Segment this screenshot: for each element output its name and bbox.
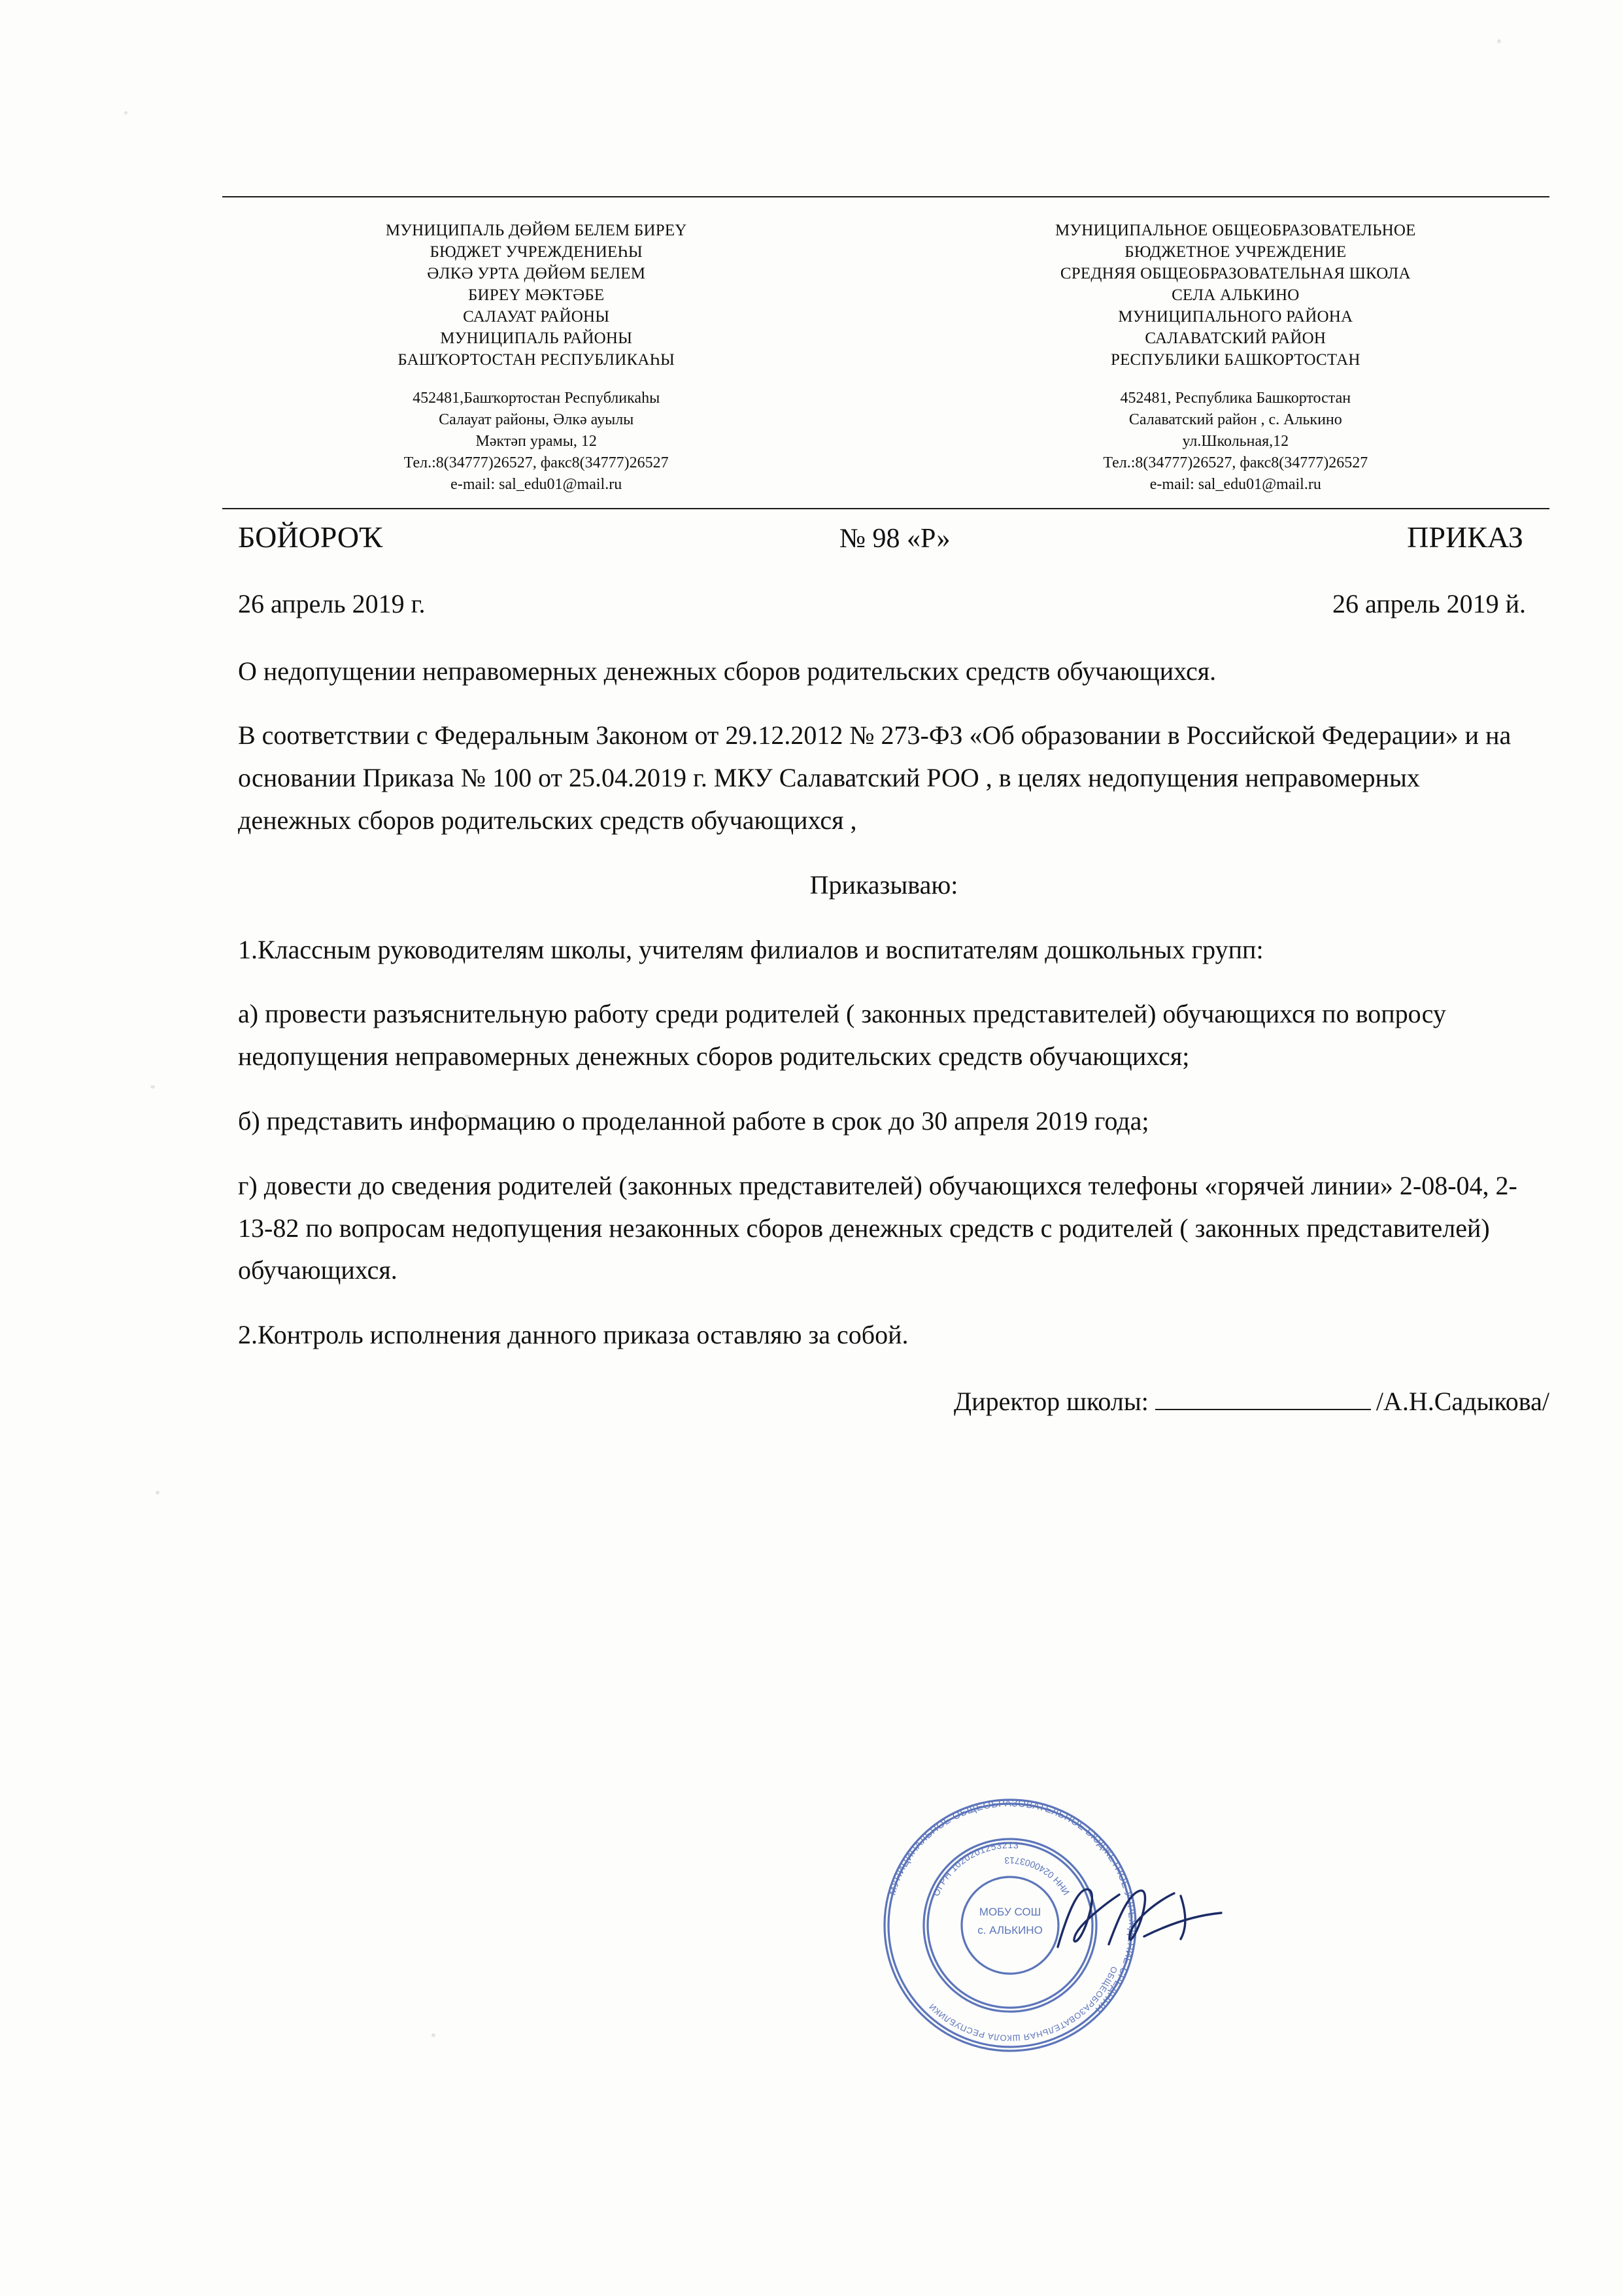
header-divider-top: [222, 196, 1549, 197]
org-line: МУНИЦИПАЛЬНОГО РАЙОНА: [1118, 308, 1353, 326]
title-russian: ПРИКАЗ: [1407, 520, 1523, 554]
signature-line: [1155, 1383, 1371, 1410]
org-line: МУНИЦИПАЛЬ РАЙОНЫ: [440, 329, 633, 347]
svg-text:МОБУ СОШ: МОБУ СОШ: [979, 1906, 1041, 1918]
header-divider-bottom: [222, 508, 1549, 509]
signature-label: Директор школы:: [953, 1386, 1149, 1416]
order-word: Приказываю:: [809, 869, 958, 900]
order-item-2: 2.Контроль исполнения данного приказа оставляю за собой.: [238, 1320, 909, 1350]
org-line: РЕСПУБЛИКИ БАШКОРТОСТАН: [1110, 351, 1360, 369]
order-item-b: б) представить информацию о проделанной работе в срок до 30 апреля 2019 года;: [238, 1106, 1149, 1136]
letterhead-right: [961, 220, 1510, 496]
letterhead-left-org: [262, 220, 811, 371]
address-line: 452481,Башҡортостан Республикаһы: [413, 390, 660, 407]
email-line: e-mail: sal_edu01@mail.ru: [1149, 476, 1321, 494]
address-line: ул.Школьная,12: [1182, 433, 1289, 450]
org-line: БИРЕҮ МӘКТӘБЕ: [467, 286, 605, 304]
org-line: СЕЛА АЛЬКИНО: [1172, 286, 1300, 304]
scan-speck: [150, 1085, 155, 1089]
letterhead-right-org: [961, 220, 1510, 371]
letterhead-right-address: [961, 388, 1510, 496]
letterhead-left-address: [262, 388, 811, 496]
signatory-name: /А.Н.Садыкова/: [1376, 1386, 1549, 1416]
official-stamp: [870, 1785, 1151, 2066]
address-line: Салаватский район , с. Алькино: [1128, 411, 1342, 429]
scan-speck: [431, 2033, 435, 2037]
scan-speck: [1497, 39, 1501, 43]
address-line: Салауат районы, Әлкә ауылы: [439, 411, 634, 429]
svg-text:ОГРН 1020201253213: ОГРН 1020201253213: [930, 1839, 1020, 1898]
org-line: БЮДЖЕТНОЕ УЧРЕЖДЕНИЕ: [1124, 243, 1347, 261]
org-line: САЛАВАТСКИЙ РАЙОН: [1145, 329, 1326, 347]
signature-row: [222, 1383, 1549, 1417]
org-line: СРЕДНЯЯ ОБЩЕОБРАЗОВАТЕЛЬНАЯ ШКОЛА: [1060, 265, 1411, 282]
org-line: САЛАУАТ РАЙОНЫ: [463, 308, 610, 326]
svg-text:МУНИЦИПАЛЬНОЕ ОБЩЕОБРАЗОВАТЕЛЬ: МУНИЦИПАЛЬНОЕ ОБЩЕОБРАЗОВАТЕЛЬНОЕ БЮДЖЕТНОЕ УЧРЕЖДЕНИЕ СРЕДНЯЯ: [887, 1797, 1138, 2016]
svg-text:ОБЩЕОБРАЗОВАТЕЛЬНАЯ ШКОЛА РЕСП: ОБЩЕОБРАЗОВАТЕЛЬНАЯ ШКОЛА РЕСПУБЛИКИ: [926, 1965, 1120, 2044]
document-content: [222, 650, 1549, 1357]
order-item-g: г) довести до сведения родителей (законных представителей) обучающихся телефоны «горячей линии» 2-08-04, 2-13-82 по вопросам недопущения незаконных сборов денежных средств с родителей ( законных представителей) обучающихся.: [238, 1170, 1517, 1285]
order-item-a: а) провести разъяснительную работу среди родителей ( законных представителей) обучающихся по вопросу недопущения неправомерных денежных сборов родительских средств обучающихся;: [238, 999, 1446, 1072]
org-line: БЮДЖЕТ УЧРЕЖДЕНИЕҺЫ: [430, 243, 643, 261]
address-line: Тел.:8(34777)26527, факс8(34777)26527: [1103, 454, 1368, 472]
order-item-1: 1.Классным руководителям школы, учителям филиалов и воспитателям дошкольных групп:: [238, 934, 1264, 964]
handwritten-signature: [1046, 1876, 1262, 1961]
date-right: 26 апрель 2019 й.: [1332, 588, 1526, 618]
org-line: БАШҠОРТОСТАН РЕСПУБЛИКАҺЫ: [397, 351, 675, 369]
email-line: e-mail: sal_edu01@mail.ru: [450, 476, 622, 494]
address-line: Мәктәп урамы, 12: [475, 433, 597, 450]
document-title-row: [222, 520, 1549, 554]
org-line: МУНИЦИПАЛЬ ДӨЙӨМ БЕЛЕМ БИРЕҮ: [385, 222, 687, 239]
subject-paragraph: О недопущении неправомерных денежных сборов родительских средств обучающихся.: [238, 656, 1217, 686]
scan-speck: [124, 111, 127, 114]
letterhead-left: [262, 220, 811, 496]
letterhead: [222, 220, 1549, 496]
org-line: МУНИЦИПАЛЬНОЕ ОБЩЕОБРАЗОВАТЕЛЬНОЕ: [1055, 222, 1416, 239]
preamble-paragraph: В соответствии с Федеральным Законом от 29.12.2012 № 273-ФЗ «Об образовании в Российской Федерации» и на основании Приказа № 100 от 25.04.2019 г. МКУ Салаватский РОО , в целях недопущения неправомерных денежных сборов родительских средств обучающихся ,: [238, 720, 1512, 835]
org-line: ӘЛКӘ УРТА ДӨЙӨМ БЕЛЕМ: [427, 265, 646, 282]
title-bashkir: БОЙОРОҠ: [238, 520, 383, 554]
svg-text:ИНН 0240003713: ИНН 0240003713: [1004, 1855, 1072, 1897]
svg-text:с. АЛЬКИНО: с. АЛЬКИНО: [977, 1924, 1043, 1936]
date-left: 26 апрель 2019 г.: [238, 588, 426, 618]
document-number: № 98 «Р»: [839, 523, 951, 554]
address-line: 452481, Республика Башкортостан: [1120, 390, 1351, 407]
document-date-row: [222, 588, 1549, 619]
document-body: [222, 196, 1549, 1417]
address-line: Тел.:8(34777)26527, факс8(34777)26527: [403, 454, 669, 472]
scan-speck: [156, 1491, 160, 1494]
